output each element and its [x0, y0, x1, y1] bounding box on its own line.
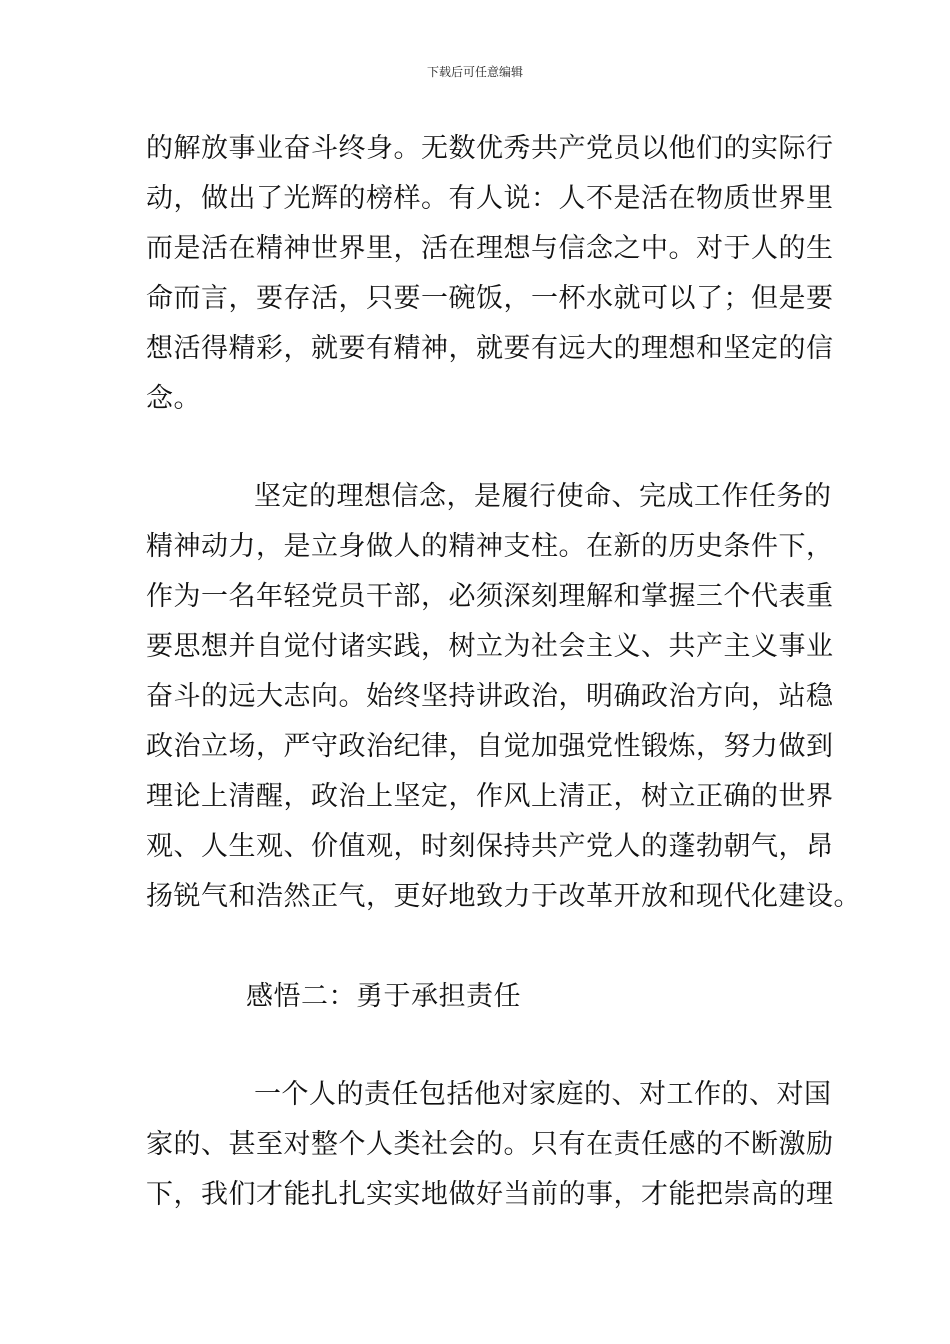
section-heading: 感悟二：勇于承担责任	[246, 981, 521, 1012]
page-header: 下载后可任意编辑	[426, 65, 523, 79]
paragraph-line: 的解放事业奋斗终身。无数优秀共产党员以他们的实际行	[146, 133, 834, 164]
paragraph-line: 政治立场，严守政治纪律，自觉加强党性锻炼，努力做到	[146, 731, 834, 762]
paragraph-line: 要思想并自觉付诸实践，树立为社会主义、共产主义事业	[146, 631, 834, 662]
paragraph-line: 奋斗的远大志向。始终坚持讲政治，明确政治方向，站稳	[146, 681, 834, 712]
paragraph-line: 坚定的理想信念，是履行使命、完成工作任务的	[254, 481, 832, 512]
paragraph-line: 而是活在精神世界里，活在理想与信念之中。对于人的生	[146, 233, 834, 264]
paragraph-line: 家的、甚至对整个人类社会的。只有在责任感的不断激励	[146, 1129, 834, 1160]
paragraph-2	[146, 472, 861, 922]
paragraph-line: 理论上清醒，政治上坚定，作风上清正，树立正确的世界	[146, 781, 834, 812]
paragraph-line: 念。	[146, 383, 201, 414]
paragraph-line: 观、人生观、价值观，时刻保持共产党人的蓬勃朝气，昂	[146, 831, 834, 862]
paragraph-line: 扬锐气和浩然正气，更好地致力于改革开放和现代化建设。	[146, 881, 861, 912]
paragraph-1	[146, 124, 834, 424]
paragraph-line: 动，做出了光辉的榜样。有人说：人不是活在物质世界里	[146, 183, 834, 214]
paragraph-line: 想活得精彩，就要有精神，就要有远大的理想和坚定的信	[146, 333, 834, 364]
paragraph-line: 一个人的责任包括他对家庭的、对工作的、对国	[254, 1079, 832, 1110]
paragraph-line: 命而言，要存活，只要一碗饭，一杯水就可以了；但是要	[146, 283, 834, 314]
paragraph-line: 精神动力，是立身做人的精神支柱。在新的历史条件下，	[146, 531, 834, 562]
paragraph-line: 下，我们才能扎扎实实地做好当前的事，才能把崇高的理	[146, 1179, 834, 1210]
paragraph-line: 作为一名年轻党员干部，必须深刻理解和掌握三个代表重	[146, 581, 834, 612]
paragraph-3	[146, 1070, 834, 1220]
